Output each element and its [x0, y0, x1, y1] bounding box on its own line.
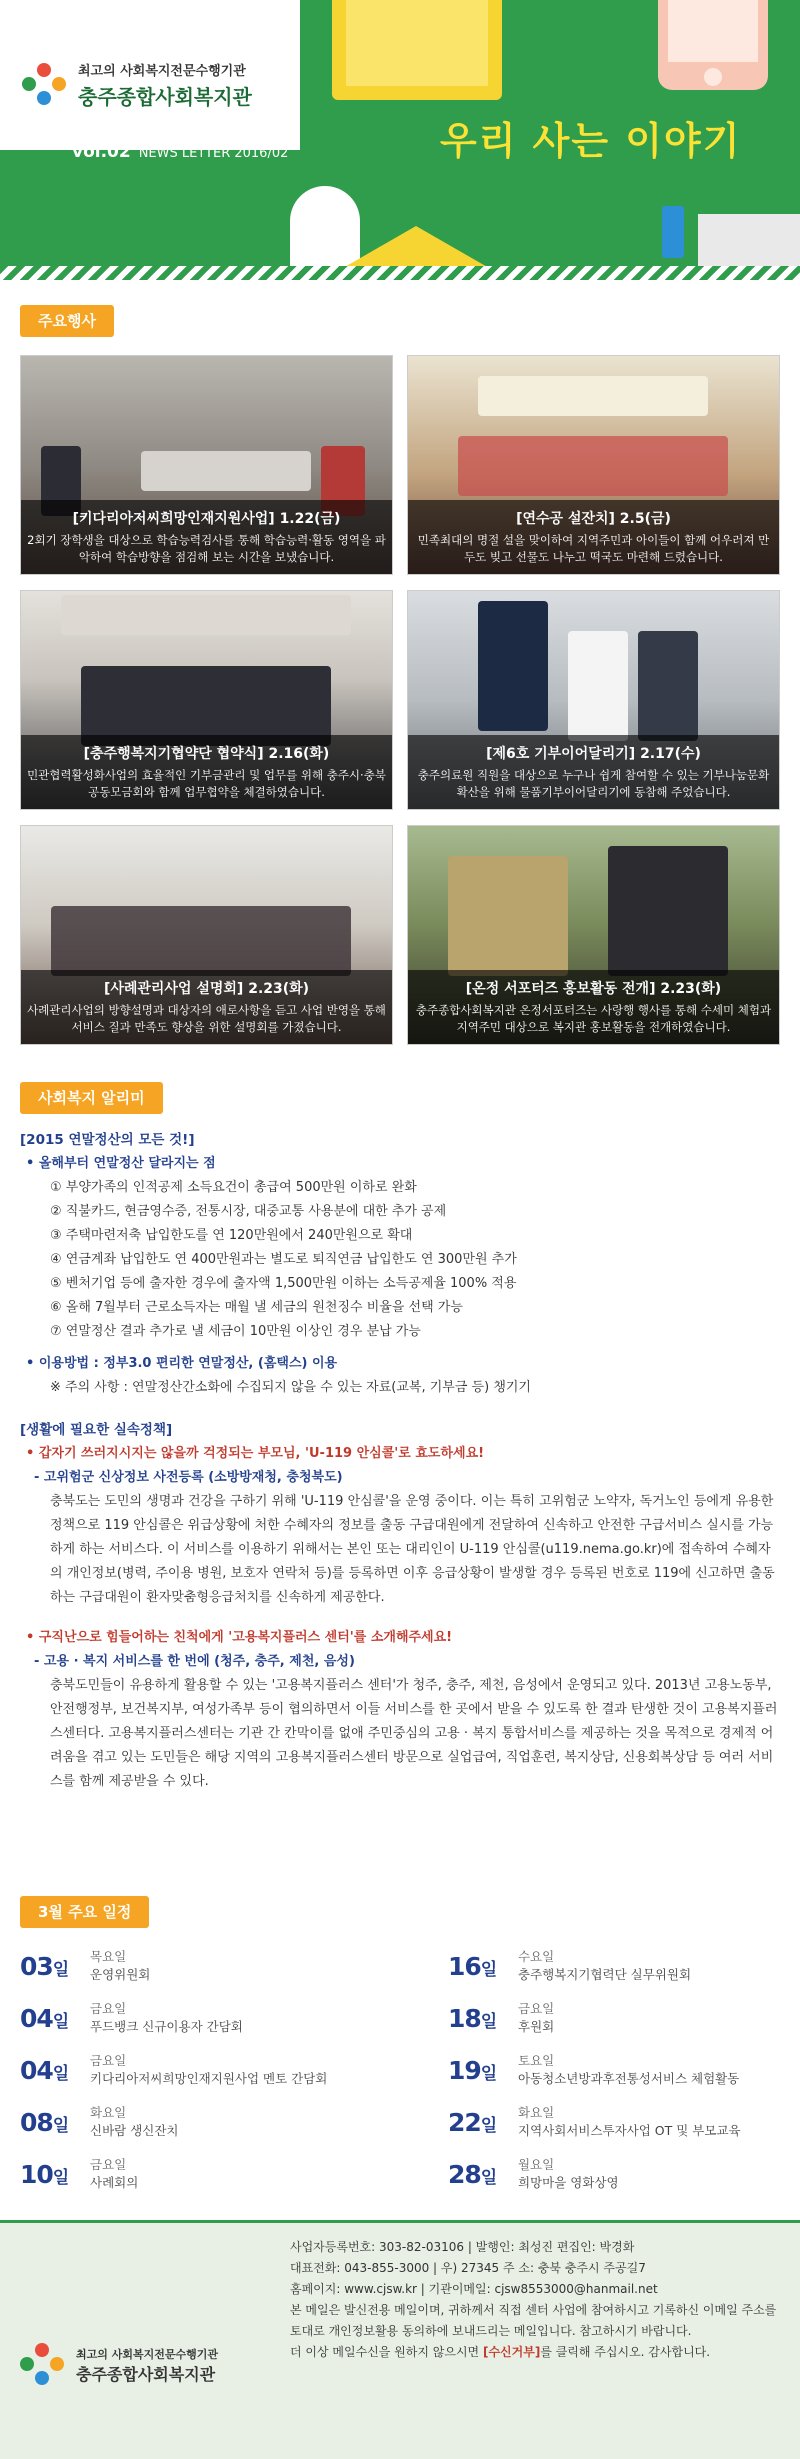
schedule-item [20, 1948, 150, 1984]
event-caption [408, 500, 779, 574]
schedule-day: 08 [20, 2107, 53, 2137]
unsubscribe-link[interactable]: [수신거부] [482, 2345, 541, 2359]
event-photo-5[interactable] [20, 825, 393, 1045]
event-title: [제6호 기부이어달리기] 2.17(수) [486, 746, 701, 762]
schedule-item [20, 2156, 138, 2192]
footer-org-tagline: 최고의 사회복지전문수행기관 [76, 2347, 218, 2361]
tax-item: ⑤ 벤처기업 등에 출자한 경우에 출자액 1,500만원 이하는 소득공제율 100% 적용 [50, 1276, 517, 1291]
header-banner [0, 0, 800, 280]
schedule-day-unit: 일 [480, 2011, 497, 2032]
newsletter-title: 우리 사는 이야기 [440, 119, 742, 163]
tax-header: [2015 연말정산의 모든 것!] [20, 1132, 195, 1148]
schedule-day-unit: 일 [52, 2011, 69, 2032]
footer-unsubscribe-line: 더 이상 메일수신을 원하지 않으시면 [수신거부]를 클릭해 주십시오. 감사합니다. [290, 2345, 711, 2359]
phone-illustration [658, 0, 768, 90]
event-description: 충주의료원 직원을 대상으로 누구나 쉽게 참여할 수 있는 기부나눔문화 확산을 위해 물품기부이어달리기에 동참해 주었습니다. [417, 768, 770, 799]
schedule-item [20, 2052, 327, 2088]
footer-org-name: 충주종합사회복지관 [76, 2364, 216, 2384]
schedule-day: 03 [20, 1951, 53, 1981]
schedule-item [448, 1948, 691, 1984]
schedule-event: 푸드뱅크 신규이용자 간담회 [90, 2019, 243, 2034]
newsletter-date: NEWS LETTER 2016/02 [138, 146, 289, 161]
volume-label: vol.02 [72, 142, 131, 162]
tax-note: ※ 주의 사항 : 연말정산간소화에 수집되지 않을 수 있는 자료(교복, 기부금 등) 챙기기 [50, 1380, 531, 1395]
tax-item: ③ 주택마련저축 납입한도를 연 120만원에서 240만원으로 확대 [50, 1228, 413, 1243]
u119-body: 충북도는 도민의 생명과 건강을 구하기 위해 'U-119 안심콜'을 운영 중이다. 이는 특히 고위험군 노약자, 독거노인 등에게 유용한 정책으로 119 안심콜은 위급상황에 처한 수혜자의 정보를 출동 구급대원에게 전달하여 신속하고 안전한 구급서비스 실시를 가능하게 하는 서비스다. 이 서비스를 이용하기 위해서는 본인 또는 대리인이 U-119 안심콜(u119.nema.go.kr)에 접속하여 수혜자의 개인정보(병력, 주이용 병원, 보호자 연락처 등)를 등록하면 이후 응급상황이 발생할 경우 등록된 번호로 119에 신고하면 출동하는 구급대원이 환자맞춤형응급처치를 신속하게 제공한다. [50, 1494, 775, 1605]
tax-item: ④ 연금계좌 납입한도 연 400만원과는 별도로 퇴직연금 납입한도 연 300만원 추가 [50, 1252, 517, 1267]
event-title: [충주행복지기협약단 협약식] 2.16(화) [83, 746, 330, 762]
schedule-weekday: 월요일 [518, 2157, 555, 2172]
tax-item: ⑥ 올해 7월부터 근로소득자는 매월 낼 세금의 원천징수 비율을 선택 가능 [50, 1300, 463, 1315]
policy-header: [생활에 필요한 실속정책] [20, 1422, 173, 1438]
schedule-event: 키다리아저씨희망인재지원사업 멘토 간담회 [90, 2071, 328, 2086]
envelope-illustration [698, 214, 800, 270]
schedule-weekday: 금요일 [518, 2001, 555, 2016]
schedule-event: 신바람 생신잔치 [90, 2123, 179, 2138]
tax-bullet: • 올해부터 연말정산 달라지는 점 [20, 1152, 780, 1176]
schedule-event: 사례회의 [90, 2175, 139, 2190]
event-caption [21, 735, 392, 809]
event-photo-3[interactable] [20, 590, 393, 810]
footer-line: 대표전화: 043-855-3000 | 우) 27345 주 소: 충북 충주시 주공길7 [290, 2261, 646, 2275]
schedule-event: 운영위원회 [90, 1967, 151, 1982]
event-title: [연수공 설잔치] 2.5(금) [516, 511, 671, 527]
schedule-event: 아동청소년방과후전통성서비스 체험활동 [518, 2071, 740, 2086]
schedule-event: 충주행복지기협력단 실무위원회 [518, 1967, 692, 1982]
schedule-item [448, 2000, 554, 2036]
org-name: 충주종합사회복지관 [78, 85, 252, 109]
schedule-day: 19 [448, 2055, 481, 2085]
schedule-item [448, 2104, 741, 2140]
issue-info [72, 142, 288, 162]
schedule-day-unit: 일 [480, 2063, 497, 2084]
logo-icon [20, 2343, 64, 2387]
u119-title: • 갑자기 쓰러지시지는 않을까 걱정되는 부모님, 'U-119 안심콜'로 효도하세요! [20, 1442, 780, 1466]
u119-subtitle: - 고위험군 신상정보 사전등록 (소방방재청, 충청북도) [34, 1470, 343, 1485]
schedule-weekday: 화요일 [518, 2105, 555, 2120]
tax-item: ② 직불카드, 현금영수증, 전통시장, 대중교통 사용분에 대한 추가 공제 [50, 1204, 447, 1219]
usb-illustration [662, 206, 684, 258]
jobs-subtitle: - 고용 · 복지 서비스를 한 번에 (청주, 충주, 제천, 음성) [34, 1654, 355, 1669]
schedule-item [20, 2000, 243, 2036]
schedule-day-unit: 일 [480, 1959, 497, 1980]
schedule-day: 04 [20, 2055, 53, 2085]
schedule-day: 10 [20, 2159, 53, 2189]
schedule-weekday: 목요일 [90, 1949, 127, 1964]
jobs-body: 충북도민들이 유용하게 활용할 수 있는 '고용복지플러스 센터'가 청주, 충주, 제천, 음성에서 운영되고 있다. 2013년 고용노동부, 안전행정부, 보건복지부, 여성가족부 등이 협의하면서 이들 서비스를 한 곳에서 받을 수 있도록 한 결과 탄생한 것이 고용복지플러스센터다. 고용복지플러스센터는 기관 간 칸막이를 없애 주민중심의 고용 · 복지 통합서비스를 제공하는 것을 목적으로 경제적 어려움을 겪고 있는 도민들은 해당 지역의 고용복지플러스센터 방문으로 실업급여, 직업훈련, 복지상담, 신용회복상담 등 여러 서비스를 함께 제공받을 수 있다. [50, 1678, 778, 1789]
tax-item: ① 부양가족의 인적공제 소득요건이 총급여 500만원 이하로 완화 [50, 1180, 417, 1195]
schedule-day-unit: 일 [52, 2063, 69, 2084]
schedule-weekday: 금요일 [90, 2053, 127, 2068]
footer-notice: 본 메일은 발신전용 메일이며, 귀하께서 직접 센터 사업에 참여하시고 기록하신 이메일 주소를 토대로 개인정보활용 동의하에 보내드리는 메일입니다. 참고하시기 바랍니다. [290, 2303, 777, 2338]
footer-info [290, 2237, 790, 2363]
schedule-event: 지역사회서비스투자사업 OT 및 부모교육 [518, 2123, 741, 2138]
schedule-day: 28 [448, 2159, 481, 2189]
footer-logo[interactable] [20, 2343, 218, 2387]
schedule-weekday: 수요일 [518, 1949, 555, 1964]
schedule-event: 희망마을 영화상영 [518, 2175, 619, 2190]
footer-line: 홈페이지: www.cjsw.kr | 기관이메일: cjsw8553000@hanmail.net [290, 2282, 658, 2296]
schedule-day-unit: 일 [480, 2167, 497, 2188]
tax-usage: • 이용방법 : 정부3.0 편리한 연말정산, (홈택스) 이용 [20, 1352, 780, 1376]
notebook-illustration [332, 0, 502, 100]
event-photo-4[interactable] [407, 590, 780, 810]
event-caption [21, 970, 392, 1044]
schedule-weekday: 토요일 [518, 2053, 555, 2068]
welfare-section-tag: 사회복지 알리미 [20, 1082, 163, 1114]
event-caption [21, 500, 392, 574]
footer [0, 2220, 800, 2459]
schedule-item [20, 2104, 179, 2140]
event-title: [키다리아저씨희망인재지원사업] 1.22(금) [72, 511, 341, 527]
schedule-day: 18 [448, 2003, 481, 2033]
footer-line: 사업자등록번호: 303-82-03106 | 발행인: 최성진 편집인: 박경화 [290, 2240, 635, 2254]
events-section-tag: 주요행사 [20, 305, 114, 337]
schedule-day-unit: 일 [52, 2167, 69, 2188]
event-description: 민족최대의 명절 설을 맞이하여 지역주민과 아이들이 함께 어우러져 만두도 빚고 선물도 나누고 떡국도 마련해 드렸습니다. [417, 533, 770, 564]
schedule-event: 후원회 [518, 2019, 555, 2034]
schedule-day-unit: 일 [480, 2115, 497, 2136]
schedule-day: 22 [448, 2107, 481, 2137]
event-description: 민관협력활성화사업의 효율적인 기부금관리 및 업무를 위해 충주시·충북공동모금회와 함께 업무협약을 체결하였습니다. [27, 768, 386, 799]
schedule-day-unit: 일 [52, 2115, 69, 2136]
schedule-item [448, 2156, 619, 2192]
event-description: 충주종합사회복지관 온정서포터즈는 사랑행 행사를 통해 수세미 체험과 지역주민 대상으로 복지관 홍보활동을 전개하였습니다. [415, 1003, 772, 1034]
schedule-weekday: 금요일 [90, 2157, 127, 2172]
schedule-weekday: 금요일 [90, 2001, 127, 2016]
event-caption [408, 735, 779, 809]
event-photo-2[interactable] [407, 355, 780, 575]
schedule-day: 04 [20, 2003, 53, 2033]
event-description: 사례관리사업의 방향설명과 대상자의 애로사항을 듣고 사업 반영을 통해 서비스 질과 만족도 향상을 위한 설명회를 가졌습니다. [27, 1003, 386, 1034]
schedule-weekday: 화요일 [90, 2105, 127, 2120]
schedule-section-tag: 3월 주요 일정 [20, 1896, 149, 1928]
event-title: [사례관리사업 설명회] 2.23(화) [103, 981, 310, 997]
event-title: [온정 서포터즈 홍보활동 전개] 2.23(화) [465, 981, 722, 997]
schedule-day: 16 [448, 1951, 481, 1981]
header-logo[interactable] [22, 60, 252, 110]
tax-item: ⑦ 연말정산 결과 추가로 낼 세금이 10만원 이상인 경우 분납 가능 [50, 1324, 421, 1339]
event-photo-6[interactable] [407, 825, 780, 1045]
schedule-day-unit: 일 [52, 1959, 69, 1980]
org-tagline: 최고의 사회복지전문수행기관 [78, 64, 246, 79]
jobs-title: • 구직난으로 힘들어하는 친척에게 '고용복지플러스 센터'를 소개해주세요! [20, 1626, 780, 1650]
event-description: 2회기 장학생을 대상으로 학습능력검사를 통해 학습능력·활동 영역을 파악하여 학습방향을 점검해 보는 시간을 보냈습니다. [27, 533, 386, 564]
event-caption [408, 970, 779, 1044]
event-photo-1[interactable] [20, 355, 393, 575]
welfare-content [20, 1128, 780, 1794]
logo-icon [22, 63, 66, 107]
schedule-item [448, 2052, 739, 2088]
